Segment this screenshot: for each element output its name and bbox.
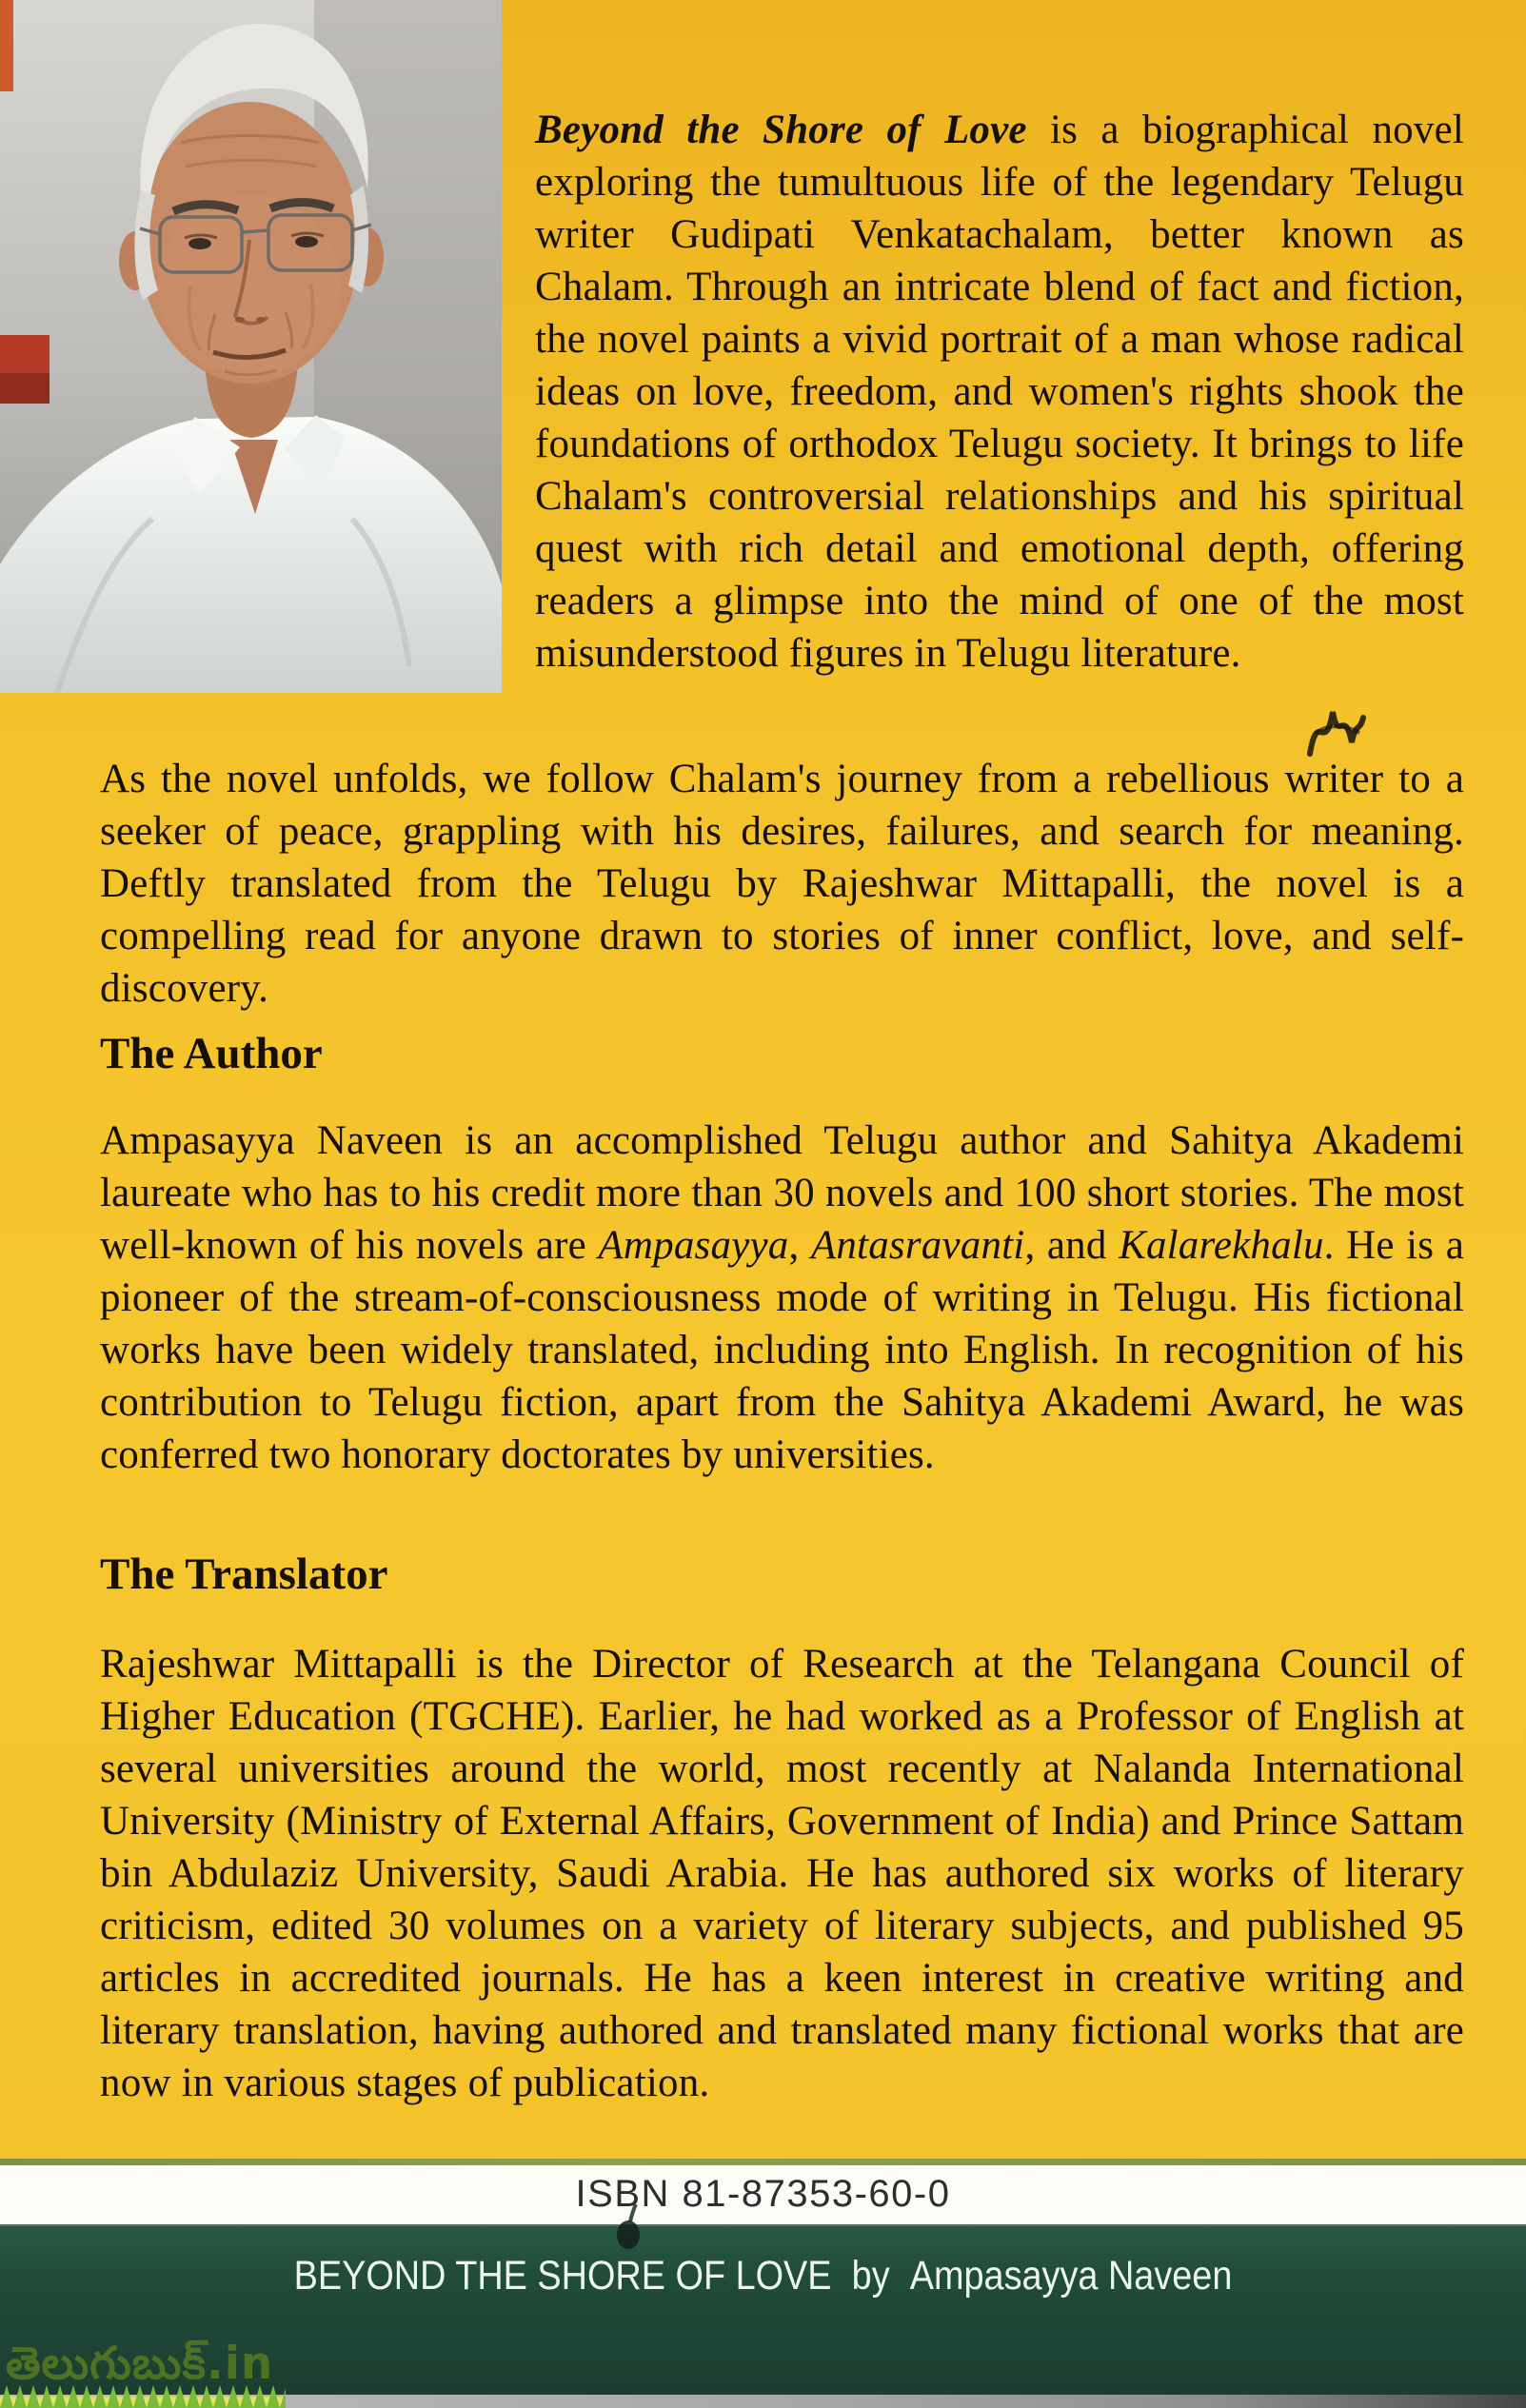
author-bio-text: , and bbox=[1024, 1223, 1120, 1268]
novel-title-antasravanti: Antasravanti bbox=[810, 1223, 1025, 1268]
ink-smudge-artifact bbox=[1297, 695, 1373, 776]
author-photo bbox=[0, 0, 502, 693]
footer-book-title: BEYOND THE SHORE OF LOVE bbox=[293, 2253, 832, 2299]
footer-by-text: by bbox=[851, 2253, 890, 2299]
translator-bio-paragraph: Rajeshwar Mittapalli is the Director of Research at the Telangana Council of Higher Education (TGCHE). Earlier, he had worked as a Professor of English at several universities around the world, most recently at Nalanda International University (Ministry of External Affairs, Government of India) and Prince Sattam bin Abdulaziz University, Saudi Arabia. He has authored six works of literary criticism, edited 30 volumes on a variety of literary subjects, and published 95 articles in accredited journals. He has a keen interest in creative writing and literary translation, having authored and translated many fictional works that are now in various stages of publication. bbox=[100, 1642, 1464, 2105]
author-photo-image bbox=[0, 0, 502, 693]
translator-section-heading: The Translator bbox=[100, 1549, 388, 1599]
novel-title-ampasayya: Ampasayya bbox=[598, 1223, 789, 1268]
author-bio-text: Ampasayya Naveen is an accomplished Telugu author and Sahitya Akademi laureate who has to his credit more than 30 novels and 100 short stories. The most well-known of his novels are bbox=[100, 1118, 1464, 1268]
author-bio-text: , bbox=[788, 1223, 811, 1268]
novel-title-kalarekhalu: Kalarekhalu bbox=[1119, 1223, 1324, 1268]
divider-line bbox=[0, 2159, 1526, 2165]
footer-bar-text bbox=[91, 2253, 1435, 2299]
book-title-inline: Beyond the Shore of Love bbox=[535, 108, 1027, 152]
watermark-text: తెలుగుబుక్.in bbox=[6, 2338, 274, 2390]
author-bio-paragraph bbox=[100, 1115, 1464, 1481]
blurb-text: is a biographical novel exploring the tumultuous life of the legendary Telugu writer Gudipati Venkatachalam, better known as Chalam. Through an intricate blend of fact and fiction, the novel paints a vivid portrait of a man whose radical ideas on love, freedom, and women's rights shook the foundations of orthodox Telugu society. It brings to life Chalam's controversial relationships and his spiritual quest with rich detail and emotional depth, offering readers a glimpse into the mind of one of the most misunderstood figures in Telugu literature. bbox=[535, 108, 1464, 676]
footer-author-name: Ampasayya Naveen bbox=[909, 2253, 1233, 2299]
synopsis-paragraph: As the novel unfolds, we follow Chalam's journey from a rebellious writer to a seeker of peace, grappling with his desires, failures, and search for meaning. Deftly translated from the Telugu by Rajeshwar Mittapalli, the novel is a compelling read for anyone drawn to stories of inner conflict, love, and self-discovery. bbox=[100, 757, 1464, 1011]
ink-blob-artifact bbox=[609, 2204, 647, 2257]
isbn-text: ISBN 81-87353-60-0 bbox=[575, 2173, 951, 2215]
author-bio-text: . He is a pioneer of the stream-of-consciousness mode of writing in Telugu. His fictional works have been widely translated, including into English. In recognition of his contribution to Telugu fiction, apart from the Sahitya Akademi Award, he was conferred two honorary doctorates by universities. bbox=[100, 1223, 1464, 1477]
author-section-heading: The Author bbox=[100, 1029, 323, 1078]
blurb-paragraph bbox=[535, 104, 1464, 680]
